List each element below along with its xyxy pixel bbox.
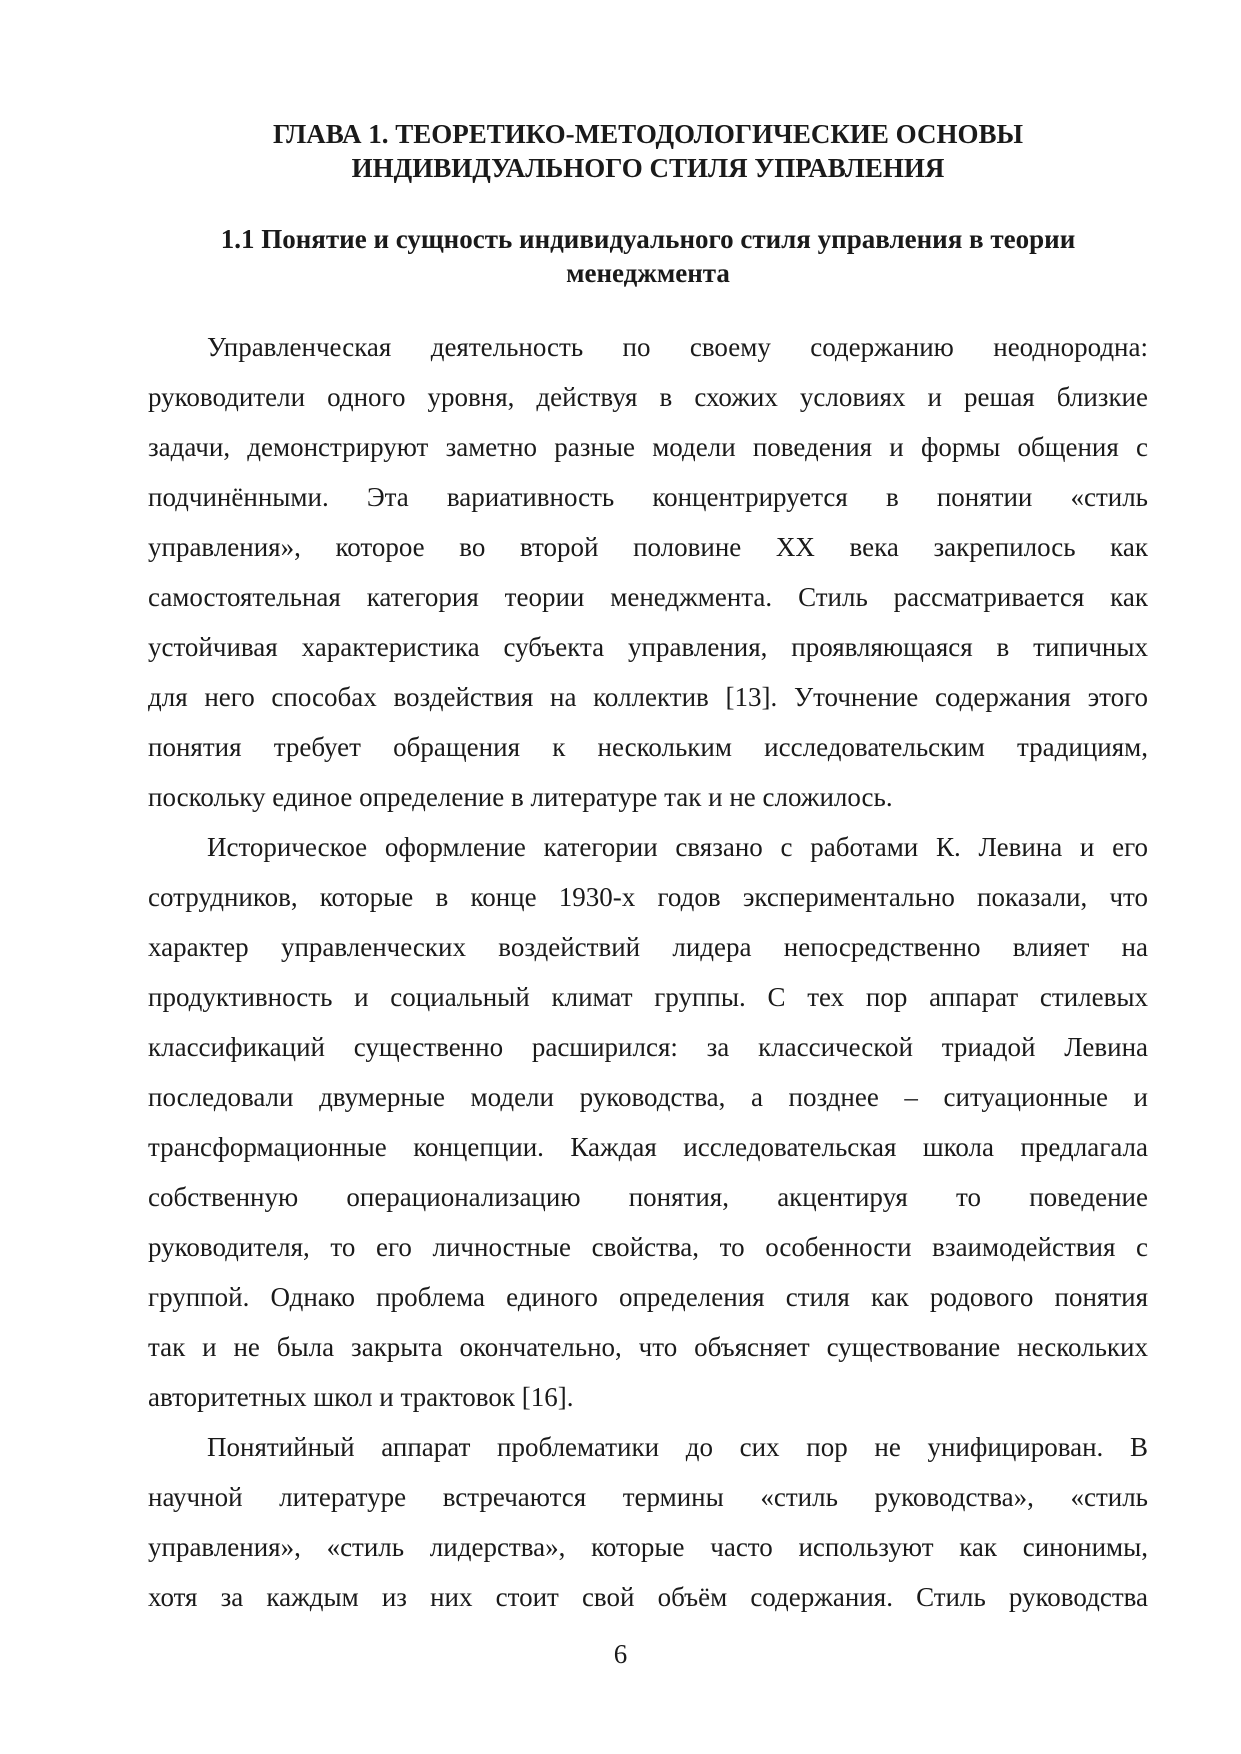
page-number: 6 [613,1639,628,1669]
paragraph-line: руководители одного уровня, действуя в схожих условиях и решая близкие [148,382,1148,412]
paragraph-line: Управленческая деятельность по своему содержанию неоднородна: [207,332,1148,362]
paragraph-line: руководителя, то его личностные свойства, то особенности взаимодействия с [148,1232,1148,1262]
paragraph-line: последовали двумерные модели руководства, а позднее – ситуационные и [148,1082,1148,1112]
paragraph-line: собственную операционализацию понятия, акцентируя то поведение [148,1182,1148,1212]
paragraph-line: сотрудников, которые в конце 1930-х годов экспериментально показали, что [148,882,1148,912]
paragraph-line: классификаций существенно расширился: за классической триадой Левина [148,1032,1148,1062]
paragraph-line: хотя за каждым из них стоит свой объём содержания. Стиль руководства [148,1582,1148,1612]
paragraph-line: для него способах воздействия на коллектив [13]. Уточнение содержания этого [148,682,1148,712]
body-text [148,322,1148,1622]
paragraph-line: устойчивая характеристика субъекта управления, проявляющаяся в типичных [148,632,1148,662]
paragraph-line: научной литературе встречаются термины «стиль руководства», «стиль [148,1482,1148,1512]
paragraph-line: подчинёнными. Эта вариативность концентрируется в понятии «стиль [148,482,1148,512]
paragraph-line: поскольку единое определение в литературе так и не сложилось. [148,782,893,812]
chapter-title [148,117,1148,185]
section-title-line-2: менеджмента [566,258,730,288]
chapter-title-line-2: ИНДИВИДУАЛЬНОГО СТИЛЯ УПРАВЛЕНИЯ [351,153,945,183]
paragraph-line: группой. Однако проблема единого определения стиля как родового понятия [148,1282,1148,1312]
section-title-line-1: 1.1 Понятие и сущность индивидуального стиля управления в теории [220,224,1076,254]
paragraph-line: понятия требует обращения к нескольким исследовательским традициям, [148,732,1148,762]
paragraph-line: управления», «стиль лидерства», которые часто используют как синонимы, [148,1532,1148,1562]
paragraph-line: задачи, демонстрируют заметно разные модели поведения и формы общения с [148,432,1148,462]
chapter-title-line-1: ГЛАВА 1. ТЕОРЕТИКО-МЕТОДОЛОГИЧЕСКИЕ ОСНОВЫ [272,119,1024,149]
paragraph-line: Понятийный аппарат проблематики до сих пор не унифицирован. В [207,1432,1148,1462]
paragraph-line: Историческое оформление категории связано с работами К. Левина и его [207,832,1148,862]
paragraph-line: продуктивность и социальный климат группы. С тех пор аппарат стилевых [148,982,1148,1012]
paragraph-line: характер управленческих воздействий лидера непосредственно влияет на [148,932,1148,962]
paragraph-2 [148,822,1148,1422]
paragraph-line: самостоятельная категория теории менеджмента. Стиль рассматривается как [148,582,1148,612]
paragraph-line: авторитетных школ и трактовок [16]. [148,1382,574,1412]
paragraph-line: трансформационные концепции. Каждая исследовательская школа предлагала [148,1132,1148,1162]
paragraph-3 [148,1422,1148,1622]
paragraph-line: управления», которое во второй половине XX века закрепилось как [148,532,1148,562]
paragraph-line: так и не была закрыта окончательно, что объясняет существование нескольких [148,1332,1148,1362]
section-title [148,222,1148,290]
paragraph-1 [148,322,1148,822]
